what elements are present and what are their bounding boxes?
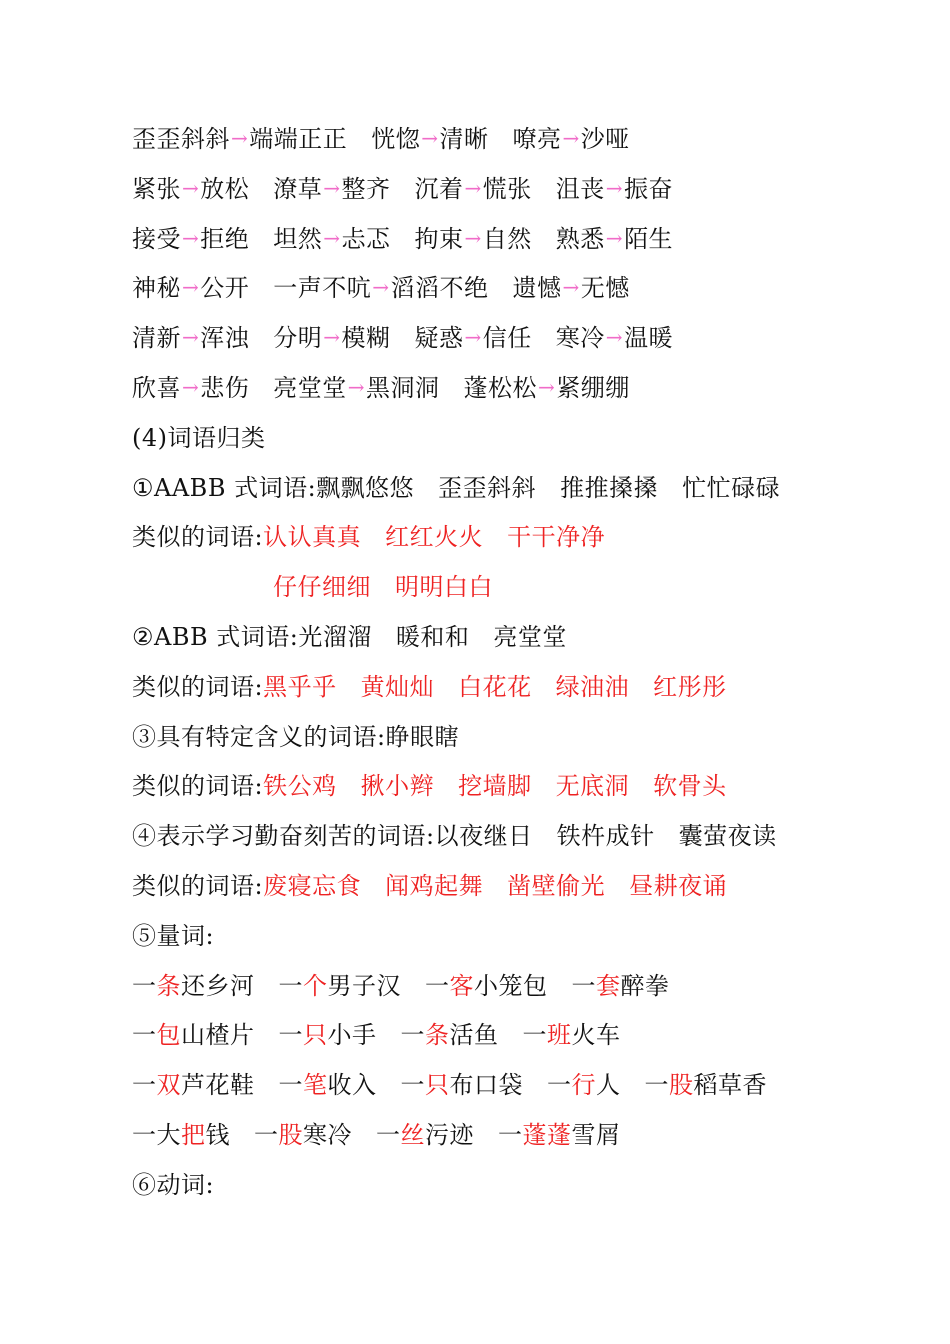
antonym-pair [556,314,673,365]
numeral: 一 [132,1021,157,1050]
antonym-word: 信任 [482,324,532,353]
arrow-icon: → [182,225,200,250]
antonym-row [132,115,912,165]
example-word: 囊萤夜读 [678,822,777,851]
word: 嘹亮 [512,125,562,153]
measure-phrase [279,962,402,1012]
numeral: 一 [254,1120,279,1149]
word: 沉着 [414,174,464,203]
measure-phrase [254,1111,352,1161]
measure-phrase [376,1111,474,1161]
numeral: 一大 [132,1120,181,1149]
category-section [132,464,912,912]
answer-word: 红红火火 [385,523,484,552]
numeral: 一 [522,1021,547,1050]
word: 一声不吭 [273,274,372,303]
antonym-pair [556,165,673,216]
arrow-icon: → [605,325,624,350]
measure-word: 套 [596,971,621,1000]
answer-word: 闻鸡起舞 [385,871,484,900]
measure-word-section [132,962,912,1161]
antonym-pair [415,215,532,266]
antonym-word: 公开 [200,274,250,303]
answer-word: 无底洞 [555,772,630,801]
numeral: 一 [132,971,157,1000]
word: 熟悉 [555,224,605,253]
measure-phrase [401,1061,524,1111]
arrow-icon: → [562,275,580,300]
measure-phrase [132,962,255,1012]
arrow-icon: → [347,374,366,399]
measure-phrase [401,1011,499,1061]
similar-words-line [132,663,912,713]
numeral: 一 [400,1071,425,1100]
category-heading-line [132,613,912,663]
measure-phrase [572,962,670,1012]
document-page [132,115,912,1211]
measure-word: 班 [547,1021,572,1050]
word: 欣喜 [132,373,181,402]
similar-words-line-continued [132,563,912,613]
example-word: 忙忙碌碌 [682,473,781,502]
word: 接受 [132,224,181,253]
numeral: 一 [498,1120,523,1149]
arrow-icon: → [182,374,200,399]
answer-word: 黑乎乎 [263,672,337,701]
numeral: 一 [278,971,303,1000]
antonym-word: 拒绝 [200,224,250,253]
section-title: (4)词语归类 [132,423,266,452]
antonym-pair [132,115,347,166]
antonym-pair [273,215,390,266]
measure-phrase [279,1061,377,1111]
numeral: 一 [132,1071,157,1100]
noun: 火车 [571,1021,621,1050]
arrow-icon: → [421,126,439,150]
antonym-word: 放松 [200,174,250,203]
word: 歪歪斜斜 [132,125,230,153]
word: 清新 [132,324,181,353]
numeral: 一 [278,1021,303,1050]
word: 分明 [273,324,323,353]
arrow-icon: → [464,325,482,350]
arrow-icon: → [464,175,482,200]
antonym-word: 沙哑 [580,125,630,153]
measure-word: 条 [425,1021,450,1050]
example-word: 睁眼瞎 [385,722,460,751]
antonym-word: 模糊 [341,324,391,353]
answer-word: 红彤彤 [653,672,727,701]
word: 神秘 [132,274,181,303]
numeral: 一 [571,971,596,1000]
measure-phrase [425,962,548,1012]
arrow-icon: → [605,175,624,200]
noun: 芦花鞋 [181,1071,255,1100]
word: 潦草 [273,174,323,203]
category-heading-line [132,464,912,514]
measure-row [132,962,912,1012]
antonym-word: 忐忑 [341,224,391,253]
measure-word: 双 [156,1071,181,1100]
category-heading-line [132,713,912,763]
similar-words-line [132,862,912,912]
antonym-word: 陌生 [624,224,674,253]
antonym-word: 整齐 [341,174,391,203]
similar-label: 类似的词语: [132,871,264,900]
category-heading: ③具有特定含义的词语: [132,722,386,751]
measure-phrase [523,1011,621,1061]
arrow-icon: → [323,175,341,200]
arrow-icon: → [182,275,200,300]
arrow-icon: → [323,325,341,350]
word: 遗憾 [512,274,562,303]
word: 亮堂堂 [273,373,347,402]
example-word: 歪歪斜斜 [438,473,537,502]
example-word: 推推搡搡 [560,473,659,502]
numeral: 一 [644,1071,669,1100]
noun: 山楂片 [181,1021,255,1050]
answer-word: 废寝忘食 [263,871,362,900]
antonym-pair [132,215,249,266]
antonym-pair [371,115,488,166]
antonym-row [132,165,912,215]
antonym-word: 温暖 [624,324,674,353]
antonym-row [132,364,912,414]
measure-phrase [132,1111,230,1161]
antonym-word: 黑洞洞 [366,373,440,402]
arrow-icon: → [182,325,200,350]
measure-word: 股 [669,1071,694,1100]
measure-heading: ⑤量词: [132,921,215,950]
noun: 还乡河 [181,971,255,1000]
measure-word: 行 [571,1071,596,1100]
antonym-word: 慌张 [482,174,532,203]
noun: 雪屑 [571,1120,621,1149]
similar-label: 类似的词语: [132,523,264,552]
antonym-pair [132,264,249,315]
noun: 布口袋 [449,1071,523,1100]
answer-word: 认认真真 [263,523,362,552]
antonym-pair [415,314,532,365]
noun: 稻草香 [693,1071,767,1100]
arrow-icon: → [323,225,341,250]
answer-word: 揪小辫 [360,772,435,801]
word: 寒冷 [555,324,605,353]
measure-word: 条 [156,971,181,1000]
arrow-icon: → [464,225,482,250]
verb-heading: ⑥动词: [132,1170,215,1199]
answer-word: 昼耕夜诵 [629,871,728,900]
word: 蓬松松 [463,373,538,402]
answer-word: 凿壁偷光 [507,871,606,900]
antonym-pair [273,364,439,415]
category-heading: ②ABB 式词语: [132,622,299,651]
noun: 寒冷 [303,1120,352,1149]
similar-words-line [132,762,912,812]
antonym-word: 清晰 [439,125,489,153]
antonym-pair [513,115,630,166]
arrow-icon: → [538,374,556,399]
antonym-pair [556,215,673,266]
antonym-word: 端端正正 [249,125,348,153]
antonym-pair [415,165,532,216]
arrow-icon: → [605,225,624,250]
noun: 活鱼 [449,1021,499,1050]
arrow-icon: → [372,275,390,300]
answer-word: 绿油油 [555,672,630,701]
antonym-word: 紧绷绷 [556,373,630,402]
measure-word: 笔 [303,1071,328,1100]
similar-label: 类似的词语: [132,772,264,801]
answer-word: 仔仔细细 [273,573,371,602]
measure-phrase [132,1061,255,1111]
example-word: 暖和和 [395,622,470,651]
arrow-icon: → [182,175,200,200]
antonym-section [132,115,912,414]
noun: 小笼包 [474,971,548,1000]
noun: 污迹 [425,1120,474,1149]
numeral: 一 [376,1120,401,1149]
word: 恍惚 [371,125,421,153]
answer-word: 明明白白 [395,573,493,602]
category-heading-line [132,812,912,862]
antonym-word: 自然 [482,224,532,253]
antonym-word: 悲伤 [200,373,250,402]
noun: 钱 [205,1120,230,1149]
word: 坦然 [273,224,323,253]
word: 疑惑 [414,324,464,353]
antonym-row [132,314,912,364]
arrow-icon: → [231,126,249,150]
antonym-pair [273,264,488,315]
arrow-icon: → [562,126,580,150]
similar-words-line [132,513,912,563]
measure-row [132,1011,912,1061]
answer-word: 铁公鸡 [263,772,337,801]
word: 沮丧 [555,174,605,203]
answer-word: 黄灿灿 [360,672,435,701]
measure-row [132,1111,912,1161]
measure-phrase [498,1111,621,1161]
measure-word: 把 [181,1120,206,1149]
example-word: 铁杵成针 [556,822,655,851]
antonym-pair [513,264,630,315]
measure-phrase [132,1011,255,1061]
measure-word: 只 [425,1071,450,1100]
antonym-word: 振奋 [624,174,674,203]
answer-word: 软骨头 [653,772,727,801]
measure-word: 个 [303,971,328,1000]
antonym-pair [132,364,249,415]
antonym-pair [464,364,630,415]
antonym-word: 滔滔不绝 [390,274,489,303]
measure-row [132,1061,912,1111]
numeral: 一 [278,1071,303,1100]
example-word: 光溜溜 [298,622,372,651]
answer-word: 挖墙脚 [458,772,532,801]
category-heading: ④表示学习勤奋刻苦的词语: [132,822,435,851]
example-word: 飘飘悠悠 [316,473,415,502]
example-word: 亮堂堂 [493,622,567,651]
similar-label: 类似的词语: [132,672,264,701]
measure-phrase [547,1061,621,1111]
measure-word: 丝 [400,1120,425,1149]
noun: 小手 [327,1021,377,1050]
antonym-row [132,215,912,265]
measure-word: 股 [278,1120,303,1149]
noun: 人 [596,1071,621,1100]
measure-phrase [645,1061,768,1111]
answer-word: 白花花 [458,672,532,701]
noun: 男子汉 [327,971,401,1000]
antonym-row [132,264,912,314]
antonym-pair [273,165,390,216]
antonym-word: 无憾 [580,274,630,303]
antonym-word: 浑浊 [200,324,250,353]
noun: 醉拳 [620,971,670,1000]
antonym-pair [132,165,249,216]
measure-word: 只 [303,1021,328,1050]
word: 紧张 [132,174,181,203]
numeral: 一 [425,971,450,1000]
measure-word: 包 [156,1021,181,1050]
category-heading: ①AABB 式词语: [132,473,317,502]
antonym-pair [273,314,390,365]
numeral: 一 [547,1071,572,1100]
example-word: 以夜继日 [434,822,533,851]
antonym-pair [132,314,249,365]
word: 拘束 [414,224,464,253]
measure-word: 客 [449,971,474,1000]
noun: 收入 [327,1071,377,1100]
measure-word: 蓬蓬 [522,1120,572,1149]
numeral: 一 [400,1021,425,1050]
answer-word: 干干净净 [507,523,606,552]
measure-phrase [279,1011,377,1061]
